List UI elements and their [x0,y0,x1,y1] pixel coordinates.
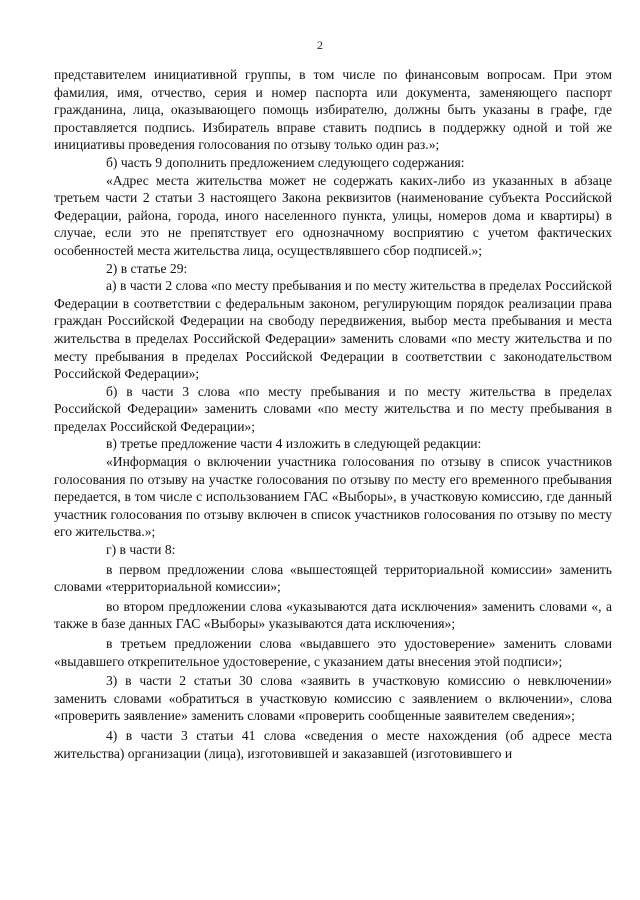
page-number: 2 [317,38,323,52]
paragraph: 3) в части 2 статьи 30 слова «заявить в участковую комиссию о невключении» заменить словами «обратиться в участковую комиссию с заявлением о включении», слова «проверить заявление» заменить словами «проверить сообщенные заявителем сведения»; [54,673,612,724]
paragraph: 2) в статье 29: [106,260,188,276]
paragraph: в третьем предложении слова «выдавшего это удостоверение» заменить словами «выдавшего открепительное удостоверение, с указанием даты внесения этой подписи»; [54,636,612,669]
paragraph: б) в части 3 слова «по месту пребывания и по месту жительства в пределах Российской Федерации» заменить словами «по месту жительства и по месту пребывания в пределах Российской Федерации»; [54,383,612,434]
paragraph: «Адрес места жительства может не содержать каких-либо из указанных в абзаце третьем части 2 статьи 3 настоящего Закона реквизитов (наименование субъекта Российской Федерации, района, города, иного населенного пункта, улицы, номеров дома и квартиры) в случае, если это не препятствует его однозначному восприятию с учетом фактических особенностей места жительства лица, осуществлявшего сбор подписей.»; [54,172,612,258]
paragraph: представителем инициативной группы, в том числе по финансовым вопросам. При этом фамилия, имя, отчество, серия и номер паспорта или документа, заменяющего паспорт гражданина, лица, оказывающего помощь избирателю, должны быть указаны в графе, где проставляется подпись. Избиратель вправе ставить подпись в поддержку одной и той же инициативы проведения голосования по отзыву только один раз.»; [54,67,612,153]
paragraph: а) в части 2 слова «по месту пребывания и по месту жительства в пределах Российской Федерации в соответствии с федеральным законом, регулирующим порядок реализации права граждан Российской Федерации на свободу передвижения, выбор места пребывания и места жительства в пределах Российской Федерации» заменить словами «по месту жительства и по месту пребывания в пределах Российской Федерации в соответствии с законодательством Российской Федерации»; [54,278,612,382]
paragraph: г) в части 8: [106,542,176,558]
paragraph: в первом предложении слова «вышестоящей территориальной комиссии» заменить словами «территориальной комиссии»; [54,561,612,595]
paragraph: б) часть 9 дополнить предложением следующего содержания: [106,154,465,170]
paragraph: «Информация о включении участника голосования по отзыву в список участников голосования по отзыву на участке голосования по отзыву по месту его временного пребывания передается, в том числе с использованием ГАС «Выборы», в участковую комиссию, где данный участник голосования по отзыву включен в список участников голосования по отзыву по месту его жительства.»; [54,454,612,540]
paragraph: в) третье предложение части 4 изложить в следующей редакции: [106,436,482,452]
document-body [54,66,612,762]
paragraph: во втором предложении слова «указываются дата исключения» заменить словами «, а также в базе данных ГАС «Выборы» указываются дата исключения»; [54,598,612,632]
paragraph: 4) в части 3 статьи 41 слова «сведения о месте нахождения (об адресе места жительства) организации (лица), изготовившей и заказавшей (изготовившего и [54,727,612,761]
